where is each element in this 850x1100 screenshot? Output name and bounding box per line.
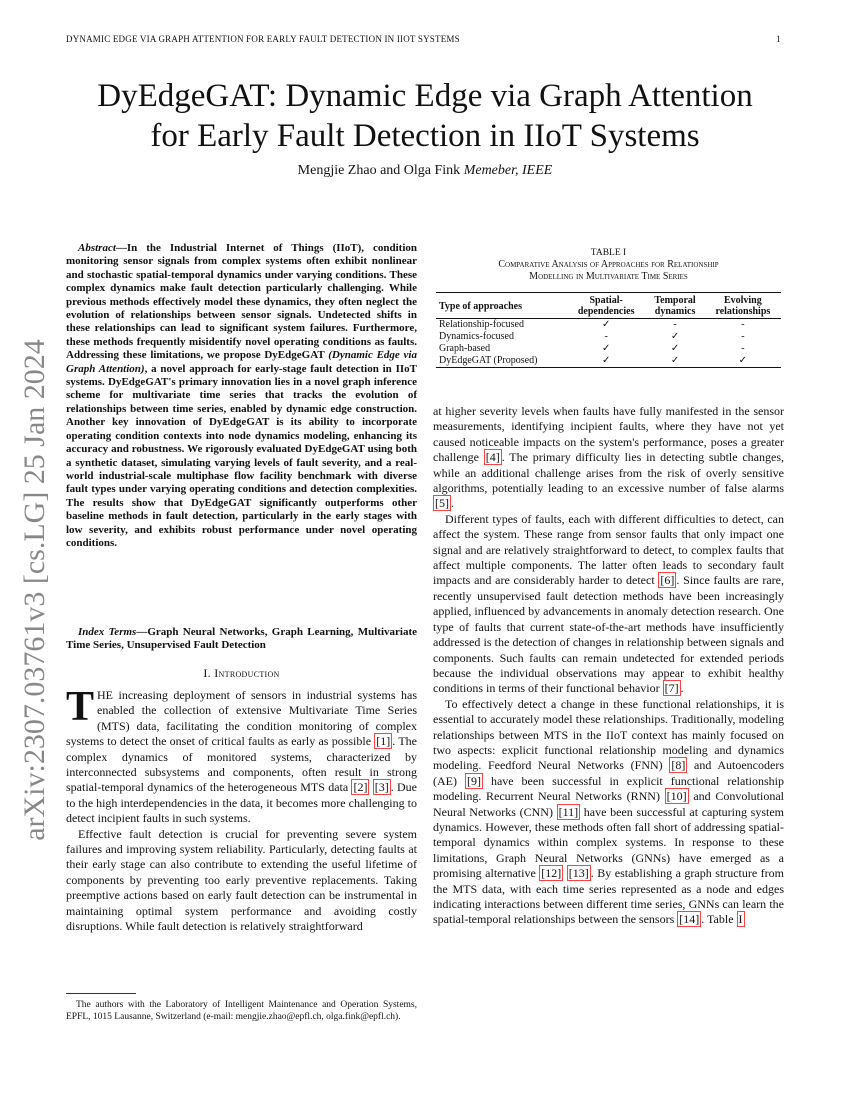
citation-label: [10]	[666, 789, 687, 804]
citation-label: [9]	[466, 773, 481, 788]
body-text: .	[680, 681, 684, 696]
intro-paragraph-2: Effective fault detection is crucial for preventing severe system failures and improving system reliability. Particularly, detecting faults at their early stage can also contribute to extending the useful lifetime of components by preventing too early preventive replacements. Taking preemptive actions based on early fault detection can be instrumental in maintaining optimal system performance and avoiding costly disruptions. While fault detection is relatively straightforward	[66, 826, 417, 934]
cell-type: DyEdgeGAT (Proposed)	[439, 355, 538, 366]
table-row	[436, 331, 781, 343]
cell-evolving: ✓	[738, 355, 748, 366]
section-numeral: I.	[203, 666, 215, 680]
section-heading	[66, 666, 417, 681]
citation-link[interactable]	[663, 680, 681, 696]
cell-type: Graph-based	[439, 343, 491, 354]
table-row	[436, 319, 781, 332]
citation-link[interactable]	[665, 788, 689, 804]
citation-label: [12]	[541, 866, 562, 881]
citation-label: [5]	[435, 496, 449, 511]
citation-label: [1]	[376, 734, 391, 749]
cell-spatial: -	[604, 331, 608, 342]
body-text: Different types of faults, each with different difficulties to detect, can affect the system. These range from sensor faults that only impact one signal and are relatively straightforward to detect, to complex faults that affect multiple components. The latter often leads to secondary fault impacts and are considerably harder to detect	[433, 511, 784, 588]
citation-link[interactable]	[373, 779, 391, 795]
body-text: . Table	[701, 912, 737, 927]
header-type: Type of approaches	[439, 300, 522, 312]
body-text: . By establishing a graph structure from the MTS data, with each time series represented as a node and edges indicating interactions between different time series, GNNs can learn the spatial-temporal relationships between the sensors	[433, 866, 784, 927]
citation-link[interactable]	[669, 757, 687, 773]
index-terms-lead: Index Terms	[78, 626, 137, 638]
body-text: and Autoencoders (AE)	[433, 758, 785, 788]
arxiv-stamp[interactable]: arXiv:2307.03761v3 [cs.LG] 25 Jan 2024	[18, 339, 51, 841]
cell-temporal: -	[673, 319, 677, 330]
citation-link[interactable]	[374, 733, 392, 749]
cell-evolving: -	[741, 343, 745, 354]
body-text: have been successful at capturing system dynamics. However, these methods often fall short of addressing spatial-temporal dynamics within complex systems. In response to these limitations, Graph Neural Networks (GNNs) have emerged as a promising alternative	[433, 804, 784, 881]
cell-type: Relationship-focused	[439, 319, 524, 330]
table-reference-label: I	[738, 912, 743, 927]
intro-text: . Due to the high interdependencies in the data, it becomes more challenging to detect incipient faults in such systems.	[66, 780, 418, 826]
abstract-lead: Abstract	[78, 242, 116, 254]
cell-spatial: ✓	[601, 343, 611, 354]
body-text: . Since faults are rare, recently unsupervised fault detection methods have been increasingly applied, influenced by advancements in anomaly detection research. One type of faults that current state-of-the-art methods have insufficiently addressed is the detection of changes in relationship between signals and components. Such faults can remain undetected for extended periods because the individual observations may appear to exhibit healthy conditions in terms of their functional behavior	[433, 573, 784, 696]
page-number: 1	[776, 34, 781, 44]
cell-temporal: ✓	[670, 343, 680, 354]
cell-temporal: ✓	[670, 331, 680, 342]
citation-label: [3]	[374, 780, 389, 795]
body-text: .	[451, 496, 454, 511]
citation-label: [11]	[558, 804, 579, 819]
table-label: TABLE I	[590, 248, 627, 258]
author-line	[0, 163, 850, 179]
citation-label: [6]	[660, 573, 675, 588]
section-title: Introduction	[214, 666, 280, 680]
header-temporal: Temporal dynamics	[654, 295, 696, 317]
body-text: and Convolutional Neural Networks (CNN)	[433, 789, 784, 819]
table-row	[436, 355, 781, 368]
body-text: . The primary difficulty lies in detecting subtle changes, while an additional challenge arises from the risk of overly sensitive algorithms, potentially leading to an excessive number of false alarms	[433, 450, 785, 496]
citation-link[interactable]	[433, 495, 451, 511]
author-affiliation: Memeber, IEEE	[463, 163, 553, 178]
citation-label: [14]	[679, 912, 700, 927]
intro-body	[66, 684, 418, 935]
cell-evolving: -	[741, 331, 745, 342]
citation-label: [7]	[664, 681, 679, 696]
table-header-row	[436, 293, 781, 319]
right-paragraph-1	[433, 404, 784, 512]
citation-link[interactable]	[658, 572, 676, 588]
body-text: at higher severity levels when faults have fully manifested in the sensor measurements, identifying incipient faults, where they have not yet caused noticeable impacts on the system's performance, poses a greater challenge	[433, 404, 784, 465]
intro-paragraph-1	[66, 684, 418, 827]
footnote-rule	[66, 993, 136, 994]
cell-temporal: ✓	[670, 355, 680, 366]
paper-title	[0, 76, 850, 156]
cell-type: Dynamics-focused	[439, 331, 514, 342]
table-caption	[433, 247, 784, 283]
header-evolving: Evolving relationships	[715, 295, 771, 317]
citation-link[interactable]	[557, 804, 581, 820]
dropcap: T	[66, 684, 95, 730]
citation-label: [2]	[353, 780, 368, 795]
citation-link[interactable]	[539, 865, 563, 881]
abstract-text-1: —In the Industrial Internet of Things (IIoT), condition monitoring sensor signals from complex systems often exhibit nonlinear and stochastic spatial-temporal dynamics under varying conditions. These complex dynamics make fault detection particularly challenging. While previous methods effectively model these dynamics, they often neglect the evolution of relationships between sensor signals. Undetected shifts in these relationships can lead to significant system failures. Furthermore, these methods frequently misidentify novel operating conditions as faults. Addressing these limitations, we propose DyEdgeGAT	[66, 242, 417, 362]
body-text: have been successful in explicit functional relationship modeling. Recurrent Neural Networks (RNN)	[433, 773, 784, 804]
citation-link[interactable]	[484, 449, 502, 465]
citation-link[interactable]	[567, 865, 591, 881]
cell-spatial: ✓	[601, 319, 611, 330]
body-text: To effectively detect a change in these functional relationships, it is essential to accurately model these relationships. Traditionally, modeling relationships between MTS in the IIoT context has mainly focused on two aspects: explicit functional relationship modeling and dynamics modeling. Feedford Neural Networks (FNN)	[433, 696, 784, 773]
citation-label: [8]	[671, 758, 686, 773]
intro-text: HE increasing deployment of sensors in industrial systems has enabled the collection of extensive Multivariate Time Series (MTS) data, facilitating the condition monitoring of complex systems to detect the onset of critical faults as early as possible	[66, 688, 417, 749]
table-caption-line-1: Comparative Analysis of Approaches for Relationship	[498, 259, 719, 270]
table-row	[436, 343, 781, 355]
index-terms-text: —Graph Neural Networks, Graph Learning, Multivariate Time Series, Unsupervised Fault Detection	[66, 626, 417, 652]
right-paragraph-2	[433, 512, 784, 697]
index-terms	[66, 626, 417, 653]
header-spatial: Spatial- dependencies	[577, 295, 635, 317]
title-line-2: for Early Fault Detection in IIoT Systems	[150, 118, 700, 154]
citation-link[interactable]	[677, 911, 701, 927]
table-caption-line-2: Modelling in Multivariate Time Series	[529, 271, 688, 282]
citation-link[interactable]	[351, 779, 369, 795]
running-header: DYNAMIC EDGE VIA GRAPH ATTENTION FOR EARLY FAULT DETECTION IN IIOT SYSTEMS	[66, 34, 460, 44]
right-column-body	[433, 404, 784, 928]
abstract	[66, 242, 417, 550]
title-line-1: DyEdgeGAT: Dynamic Edge via Graph Attention	[97, 78, 753, 114]
author-names: Mengjie Zhao and Olga Fink	[297, 163, 461, 178]
cell-spatial: ✓	[601, 355, 611, 366]
citation-label: [4]	[485, 450, 500, 465]
citation-link[interactable]	[465, 773, 483, 789]
arxiv-stamp-container	[0, 160, 70, 1020]
cell-evolving: -	[741, 319, 745, 330]
right-paragraph-3	[433, 697, 784, 928]
table-reference-link[interactable]	[737, 911, 745, 927]
abstract-text-2: , a novel approach for early-stage fault detection in IIoT systems. DyEdgeGAT's primary innovation lies in a novel graph inference scheme for multivariate time series that tracks the evolution of relationships between time series, enabled by dynamic edge construction. Another key innovation of DyEdgeGAT is its ability to incorporate operating condition contexts into node dynamics modeling, enhancing its accuracy and robustness. We rigorously evaluated DyEdgeGAT using both a synthetic dataset, simulating varying levels of fault severity, and a real-world industrial-scale multiphase flow facility benchmark with diverse fault types under varying operating conditions and detection complexities. The results show that DyEdgeGAT significantly outperforms other baseline methods in fault detection, particularly in the early stages with low severity, and exhibits robust performance under novel operating conditions.	[66, 362, 417, 549]
intro-text: . The complex dynamics of monitored systems, characterized by interconnected subsystems and components, often result in strong spatial-temporal dynamics of the heterogeneous MTS data	[66, 734, 417, 795]
comparison-table	[436, 292, 781, 368]
citation-label: [13]	[568, 866, 589, 881]
footnote: The authors with the Laboratory of Intelligent Maintenance and Operation Systems, EPFL, 1015 Lausanne, Switzerland (e-mail: mengjie.zhao@epfl.ch, olga.fink@epfl.ch).	[66, 1000, 417, 1022]
abstract-italic: (Dynamic Edge via Graph Attention)	[66, 349, 417, 375]
